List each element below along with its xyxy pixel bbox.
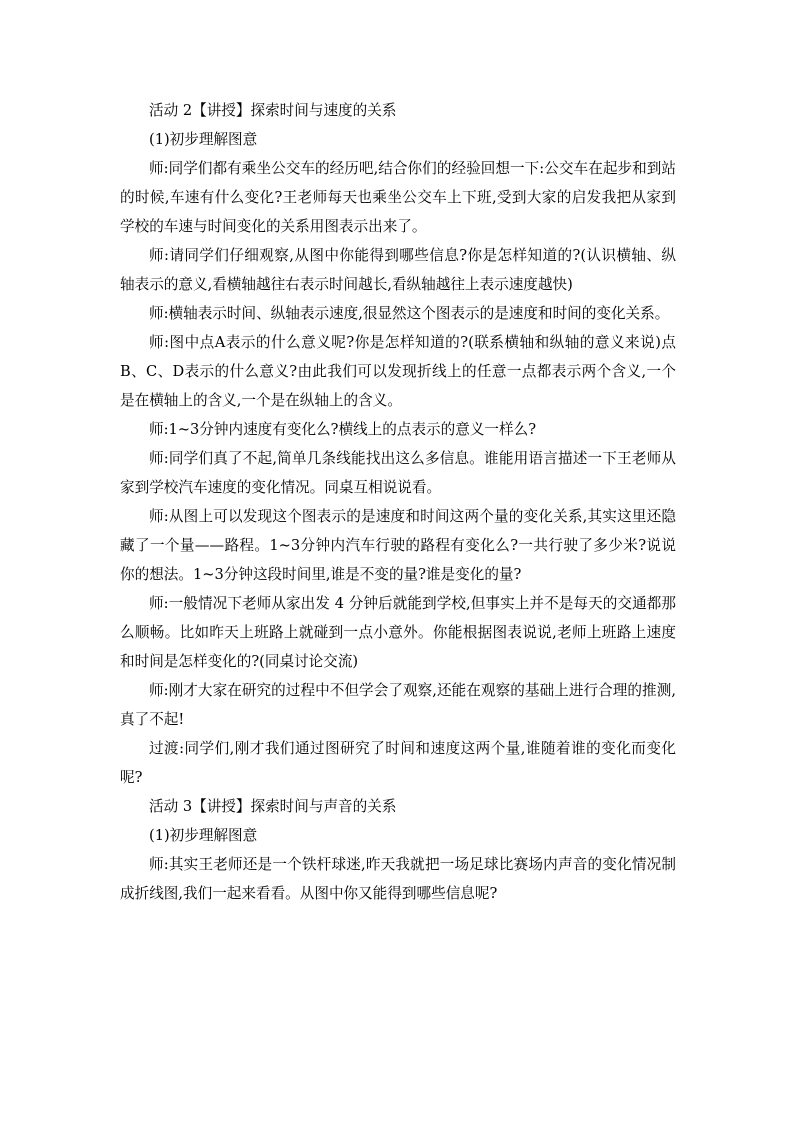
activity-2-heading: 活动 2【讲授】探索时间与速度的关系 xyxy=(149,102,397,119)
document-body xyxy=(120,96,676,908)
activity-2-step-1: (1)初步理解图意 xyxy=(149,131,258,148)
paragraph-football-sound: 师:其实王老师还是一个铁杆球迷,昨天我就把一场足球比赛场内声音的变化情况制成折线图,我们一起来看看。从图中你又能得到哪些信息呢? xyxy=(120,856,676,902)
paragraph-axis-meaning: 师:横轴表示时间、纵轴表示速度,很显然这个图表示的是速度和时间的变化关系。 xyxy=(149,305,670,322)
paragraph-speed-change: 师:1~3分钟内速度有变化么?横线上的点表示的意义一样么? xyxy=(149,421,537,438)
paragraph-bus-experience: 师:同学们都有乘坐公交车的经历吧,结合你们的经验回想一下:公交车在起步和到站的时候,车速有什么变化?王老师每天也乘坐公交车上下班,受到大家的启发我把从家到学校的车速与时间变化的关系用图表示出来了。 xyxy=(120,160,676,235)
paragraph-accident: 师:一般情况下老师从家出发 4 分钟后就能到学校,但事实上并不是每天的交通都那么顺畅。比如昨天上班路上就碰到一点小意外。你能根据图表说说,老师上班路上速度和时间是怎样变化的?(同桌讨论交流) xyxy=(120,595,676,670)
paragraph-observe-graph: 师:请同学们仔细观察,从图中你能得到哪些信息?你是怎样知道的?(认识横轴、纵轴表示的意义,看横轴越往右表示时间越长,看纵轴越往上表示速度越快) xyxy=(120,247,676,293)
paragraph-describe-speed: 师:同学们真了不起,简单几条线能找出这么多信息。谁能用语言描述一下王老师从家到学校汽车速度的变化情况。同桌互相说说看。 xyxy=(120,450,676,496)
paragraph-praise: 师:刚才大家在研究的过程中不但学会了观察,还能在观察的基础上进行合理的推测,真了不起! xyxy=(120,682,676,728)
paragraph-distance: 师:从图上可以发现这个图表示的是速度和时间这两个量的变化关系,其实这里还隐藏了一个量——路程。1~3分钟内汽车行驶的路程有变化么?一共行驶了多少米?说说你的想法。1~3分钟这段时间里,谁是不变的量?谁是变化的量? xyxy=(120,508,676,583)
paragraph-point-meaning: 师:图中点A表示的什么意义呢?你是怎样知道的?(联系横轴和纵轴的意义来说)点 B、C、D表示的什么意义?由此我们可以发现折线上的任意一点都表示两个含义,一个是在横轴上的含义,一个是在纵轴上的含义。 xyxy=(120,334,676,409)
paragraph-transition: 过渡:同学们,刚才我们通过图研究了时间和速度这两个量,谁随着谁的变化而变化呢? xyxy=(120,740,676,786)
activity-3-heading: 活动 3【讲授】探索时间与声音的关系 xyxy=(149,798,397,815)
activity-3-step-1: (1)初步理解图意 xyxy=(149,827,258,844)
